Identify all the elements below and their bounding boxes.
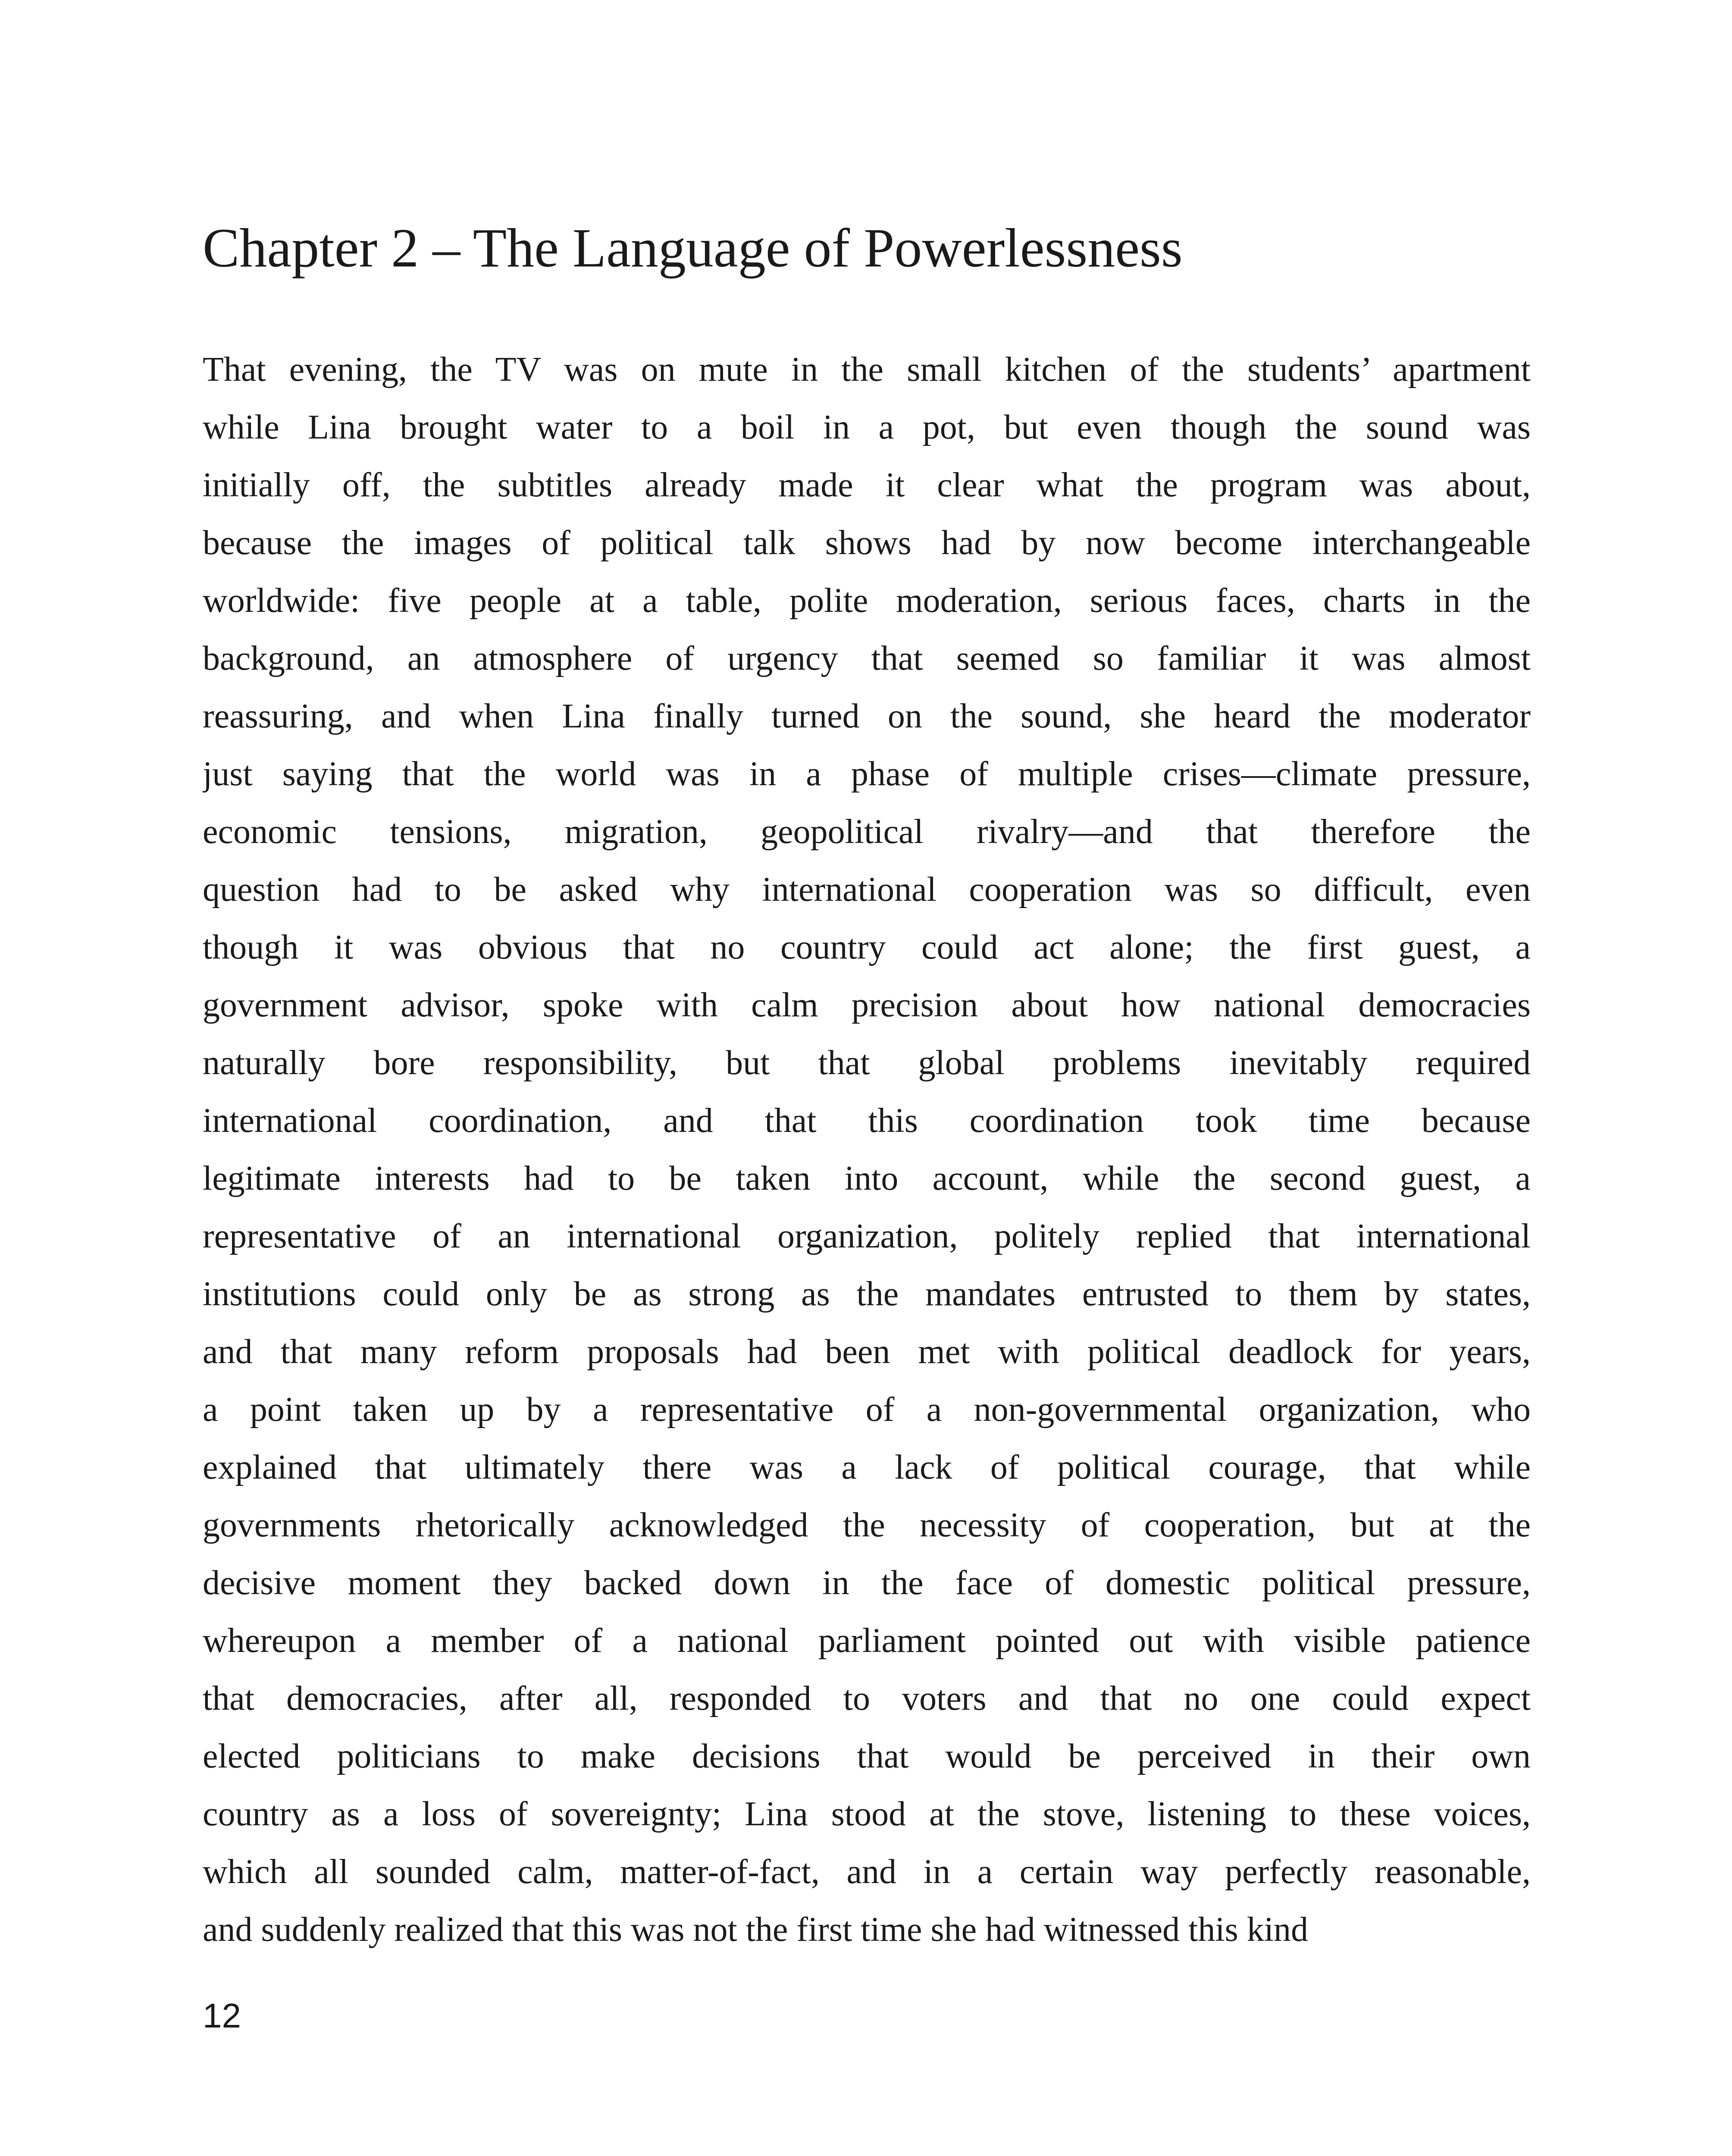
chapter-title: Chapter 2 – The Language of Powerlessness bbox=[203, 217, 1183, 279]
text-line: naturally bore responsibility, but that global problems inevitably required bbox=[203, 1044, 1531, 1082]
text-line: and suddenly realized that this was not the first time she had witnessed this kind bbox=[203, 1911, 1308, 1949]
text-line: decisive moment they backed down in the face of domestic political pressure, bbox=[203, 1564, 1531, 1602]
text-line: elected politicians to make decisions that would be perceived in their own bbox=[203, 1737, 1531, 1775]
text-line: while Lina brought water to a boil in a pot, but even though the sound was bbox=[203, 408, 1531, 446]
text-line: governments rhetorically acknowledged the necessity of cooperation, but at the bbox=[203, 1506, 1531, 1544]
text-line: worldwide: five people at a table, polite moderation, serious faces, charts in the bbox=[203, 582, 1531, 620]
text-line: government advisor, spoke with calm precision about how national democracies bbox=[203, 986, 1531, 1024]
text-line: which all sounded calm, matter-of-fact, and in a certain way perfectly reasonable, bbox=[203, 1853, 1531, 1891]
text-line: a point taken up by a representative of a non-governmental organization, who bbox=[203, 1391, 1531, 1429]
text-line: background, an atmosphere of urgency that seemed so familiar it was almost bbox=[203, 639, 1531, 677]
text-line: economic tensions, migration, geopolitical rivalry—and that therefore the bbox=[203, 813, 1531, 851]
text-line: and that many reform proposals had been met with political deadlock for years, bbox=[203, 1333, 1531, 1371]
text-line: country as a loss of sovereignty; Lina stood at the stove, listening to these voices, bbox=[203, 1795, 1531, 1833]
text-line: that democracies, after all, responded to voters and that no one could expect bbox=[203, 1680, 1531, 1717]
text-line: explained that ultimately there was a lack of political courage, that while bbox=[203, 1448, 1531, 1486]
text-line: question had to be asked why international cooperation was so difficult, even bbox=[203, 871, 1531, 909]
text-line: international coordination, and that this coordination took time because bbox=[203, 1102, 1531, 1140]
text-line: because the images of political talk shows had by now become interchangeable bbox=[203, 524, 1531, 562]
body-paragraph bbox=[203, 341, 1531, 1959]
text-line: whereupon a member of a national parliament pointed out with visible patience bbox=[203, 1622, 1531, 1660]
text-line: institutions could only be as strong as the mandates entrusted to them by states, bbox=[203, 1275, 1531, 1313]
text-line: though it was obvious that no country could act alone; the first guest, a bbox=[203, 928, 1531, 966]
text-line: just saying that the world was in a phase of multiple crises—climate pressure, bbox=[203, 755, 1531, 793]
text-line: legitimate interests had to be taken into account, while the second guest, a bbox=[203, 1159, 1531, 1197]
text-line: representative of an international organization, politely replied that international bbox=[203, 1217, 1531, 1255]
text-line: initially off, the subtitles already made it clear what the program was about, bbox=[203, 466, 1531, 504]
text-line: reassuring, and when Lina finally turned on the sound, she heard the moderator bbox=[203, 697, 1531, 735]
page-number: 12 bbox=[203, 1996, 241, 2035]
text-line: That evening, the TV was on mute in the small kitchen of the students’ apartment bbox=[203, 351, 1531, 389]
